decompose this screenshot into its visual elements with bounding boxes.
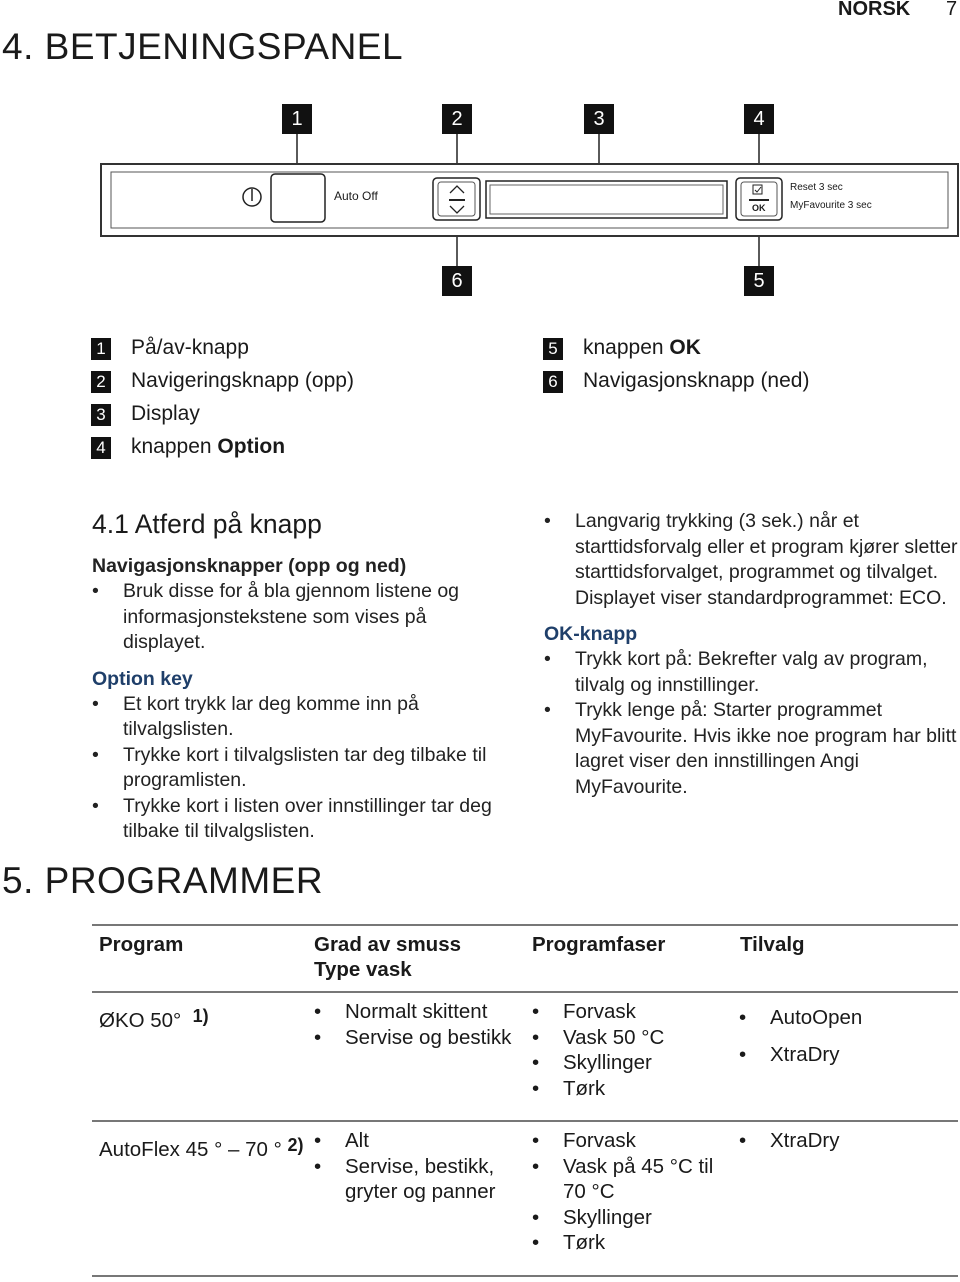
table-cell-phases — [532, 999, 732, 1101]
table-cell-options — [739, 999, 954, 1073]
myfavourite-label: MyFavourite 3 sec — [790, 200, 872, 211]
callout-3: 3 — [584, 104, 614, 134]
section-4-title: 4. BETJENINGSPANEL — [2, 26, 404, 67]
list-item: • Forvask — [532, 1128, 722, 1154]
control-panel-diagram — [0, 0, 960, 320]
col-header-soil: Grad av smuss Type vask — [314, 933, 461, 981]
legend-text-4: knappen Option — [131, 435, 286, 458]
ok-button-list — [544, 647, 958, 800]
header-language: NORSK — [838, 0, 911, 20]
legend-num-4: 4 — [91, 437, 111, 459]
power-button — [271, 174, 325, 222]
table-rule — [92, 924, 958, 926]
ok-button-heading: OK-knapp — [544, 623, 638, 645]
col-header-phases: Programfaser — [532, 933, 666, 956]
legend-num-1: 1 — [91, 338, 111, 360]
section-4-1-title: 4.1 Atferd på knapp — [92, 509, 322, 539]
table-cell-soil — [314, 999, 514, 1050]
list-item: • Servise, bestikk, gryter og panner — [314, 1154, 514, 1205]
legend-text-1: På/av-knapp — [131, 336, 249, 359]
callout-5: 5 — [744, 266, 774, 296]
list-item: • XtraDry — [739, 1128, 954, 1154]
nav-buttons-heading: Navigasjonsknapper (opp og ned) — [92, 555, 407, 577]
auto-off-label: Auto Off — [334, 189, 378, 203]
section-4-1-left-column — [92, 554, 512, 845]
reset-label: Reset 3 sec — [790, 182, 843, 193]
option-key-list — [92, 692, 512, 845]
list-item: • Vask på 45 °C til 70 °C — [532, 1154, 722, 1205]
legend-num-2: 2 — [91, 371, 111, 393]
panel-drawing — [0, 0, 960, 320]
list-item: • Bruk disse for å bla gjennom listene og informasjonstekstene som vises på displayet. — [92, 579, 512, 656]
list-item: • Alt — [314, 1128, 514, 1154]
list-item: • XtraDry — [739, 1036, 954, 1073]
list-item: • Trykk lenge på: Starter programmet MyFavourite. Hvis ikke noe program har blitt lagret viser den innstillingen Angi MyFavourite. — [544, 698, 958, 800]
nav-buttons-list — [92, 579, 512, 656]
table-cell-program: ØKO 50° 1) — [99, 1006, 209, 1032]
list-item: • Tørk — [532, 1076, 732, 1102]
list-item: • Forvask — [532, 999, 732, 1025]
legend-num-5: 5 — [543, 338, 563, 360]
legend-text-2: Navigeringsknapp (opp) — [131, 369, 354, 392]
section-5-title: 5. PROGRAMMER — [2, 860, 324, 901]
section-4-1-right-column — [544, 509, 958, 800]
col-header-program: Program — [99, 933, 184, 956]
legend-text-5: knappen OK — [583, 336, 701, 359]
list-item: • Trykke kort i tilvalgslisten tar deg tilbake til programlisten. — [92, 743, 512, 794]
callout-6: 6 — [442, 266, 472, 296]
table-cell-options — [739, 1128, 954, 1154]
legend-num-3: 3 — [91, 404, 111, 426]
list-item: • Vask 50 °C — [532, 1025, 732, 1051]
long-press-list — [544, 509, 958, 611]
table-cell-phases — [532, 1128, 722, 1256]
list-item: • Et kort trykk lar deg komme inn på tilvalgslisten. — [92, 692, 512, 743]
list-item: • AutoOpen — [739, 999, 954, 1036]
legend-text-3: Display — [131, 402, 200, 425]
table-cell-soil — [314, 1128, 514, 1205]
table-rule — [92, 1120, 958, 1122]
callout-1: 1 — [282, 104, 312, 134]
table-rule — [92, 1275, 958, 1277]
list-item: • Tørk — [532, 1230, 722, 1256]
page-number: 7 — [946, 0, 958, 20]
list-item: • Trykke kort i listen over innstillinger tar deg tilbake til tilvalgslisten. — [92, 794, 512, 845]
col-header-options: Tilvalg — [740, 933, 805, 956]
list-item: • Trykk kort på: Bekrefter valg av program, tilvalg og innstillinger. — [544, 647, 958, 698]
ok-label: OK — [752, 203, 766, 213]
legend-text-6: Navigasjonsknapp (ned) — [583, 369, 810, 392]
legend-num-6: 6 — [543, 371, 563, 393]
list-item: • Langvarig trykking (3 sek.) når et starttidsforvalg eller et program kjører sletter starttidsforvalget, programmet og tilvalget. Displayet viser standardprogrammet: ECO. — [544, 509, 958, 611]
table-cell-program: AutoFlex 45 ° – 70 ° 2) — [99, 1135, 304, 1161]
callout-2: 2 — [442, 104, 472, 134]
list-item: • Servise og bestikk — [314, 1025, 514, 1051]
option-key-heading: Option key — [92, 667, 193, 690]
list-item: • Skyllinger — [532, 1050, 732, 1076]
callout-4: 4 — [744, 104, 774, 134]
list-item: • Skyllinger — [532, 1205, 722, 1231]
table-rule — [92, 991, 958, 993]
list-item: • Normalt skittent — [314, 999, 514, 1025]
